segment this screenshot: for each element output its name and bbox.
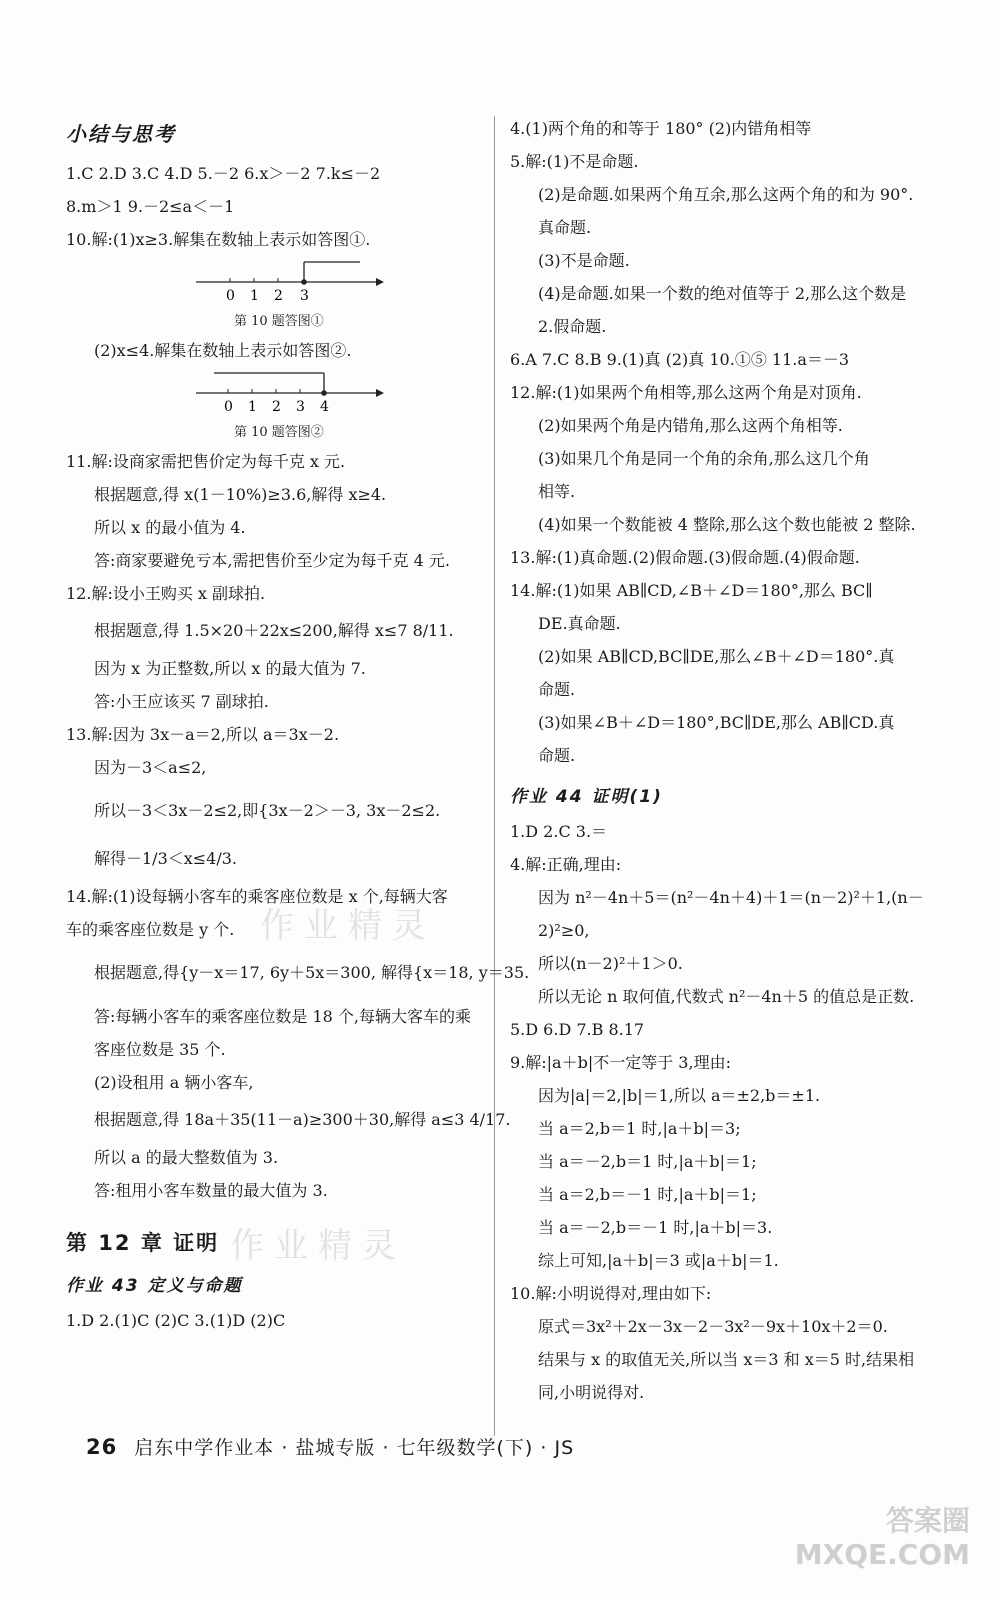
answer-line: 结果与 x 的取值无关,所以当 x＝3 和 x＝5 时,结果相 (538, 1350, 915, 1369)
chapter-title: 第 12 章 证明 (66, 1231, 220, 1255)
answer-line: (2)是命题.如果两个角互余,那么这两个角的和为 90°. (538, 185, 914, 204)
answer-line: 因为 n²－4n＋5＝(n²－4n＋4)＋1＝(n－2)²＋1,(n－ (538, 888, 924, 907)
answer-line: 13.解:(1)真命题.(2)假命题.(3)假命题.(4)假命题. (510, 548, 860, 567)
answer-line: 当 a＝－2,b＝－1 时,|a＋b|＝3. (538, 1218, 773, 1237)
answer-line: 11.解:设商家需把售价定为每千克 x 元. (66, 452, 346, 471)
answer-line: 8.m＞1 9.－2≤a＜－1 (66, 197, 235, 216)
homework-title: 作业 44 证明(1) (510, 787, 663, 807)
answer-line: 5.解:(1)不是命题. (510, 152, 639, 171)
logo-text: 答案圈 (885, 1504, 970, 1537)
answer-line: 同,小明说得对. (538, 1383, 645, 1402)
answer-line: 原式＝3x²＋2x－3x－2－3x²－9x＋10x＋2＝0. (538, 1317, 888, 1336)
answer-line: 10.解:(1)x≥3.解集在数轴上表示如答图①. (66, 230, 371, 249)
tick-label: 1 (248, 399, 257, 415)
answer-line: (2)x≤4.解集在数轴上表示如答图②. (94, 341, 352, 360)
answer-line: 相等. (538, 482, 576, 501)
answer-line: 客座位数是 35 个. (94, 1040, 226, 1059)
answer-line: 当 a＝2,b＝1 时,|a＋b|＝3; (538, 1119, 741, 1138)
answer-line: 1.C 2.D 3.C 4.D 5.－2 6.x＞－2 7.k≤－2 (66, 164, 381, 183)
corner-logo (795, 1504, 970, 1572)
answer-line: 13.解:因为 3x－a＝2,所以 a＝3x－2. (66, 725, 340, 744)
answer-line: 12.解:设小王购买 x 副球拍. (66, 584, 266, 603)
number-line-figure-2 (194, 371, 476, 421)
answer-line: 当 a＝－2,b＝1 时,|a＋b|＝1; (538, 1152, 757, 1171)
answer-line: 因为 x 为正整数,所以 x 的最大值为 7. (94, 659, 366, 678)
tick-label: 2 (274, 288, 283, 304)
answer-line: 综上可知,|a＋b|＝3 或|a＋b|＝1. (538, 1251, 779, 1270)
answer-line: 车的乘客座位数是 y 个. (66, 920, 235, 939)
answer-line: 4.解:正确,理由: (510, 855, 622, 874)
answer-line: 6.A 7.C 8.B 9.(1)真 (2)真 10.①⑤ 11.a＝－3 (510, 350, 850, 369)
watermark: 作业精灵 (230, 1226, 406, 1266)
watermark: 作业精灵 (260, 906, 436, 946)
tick-label: 3 (296, 399, 305, 415)
answer-line: (3)如果∠B＋∠D＝180°,BC∥DE,那么 AB∥CD.真 (538, 713, 895, 732)
answer-line: 真命题. (538, 218, 592, 237)
section-title: 小结与思考 (66, 122, 176, 146)
answer-line: 9.解:|a＋b|不一定等于 3,理由: (510, 1053, 731, 1072)
answer-line: 所以(n－2)²＋1＞0. (538, 954, 683, 973)
answer-line: 根据题意,得{y－x＝17, 6y＋5x＝300, 解得{x＝18, y＝35. (94, 963, 530, 982)
page-footer (86, 1433, 574, 1460)
left-column (66, 112, 530, 1337)
answer-line: 14.解:(1)如果 AB∥CD,∠B＋∠D＝180°,那么 BC∥ (510, 581, 873, 600)
answer-line: 2.假命题. (538, 317, 607, 336)
answer-line: 1.D 2.C 3.＝ (510, 822, 608, 841)
answer-line: (4)如果一个数能被 4 整除,那么这个数也能被 2 整除. (538, 515, 916, 534)
tick-label: 1 (250, 288, 259, 304)
tick-label: 0 (226, 288, 235, 304)
answer-line: 解得－1/3＜x≤4/3. (94, 849, 238, 868)
answer-line: 所以 a 的最大整数值为 3. (94, 1148, 279, 1167)
answer-line: 12.解:(1)如果两个角相等,那么这两个角是对顶角. (510, 383, 862, 402)
answer-line: 答:每辆小客车的乘客座位数是 18 个,每辆大客车的乘 (94, 1007, 472, 1026)
number-line-figure-1 (194, 260, 476, 310)
book-title: 启东中学作业本 · 盐城专版 · 七年级数学(下) · JS (134, 1437, 575, 1459)
answer-line: 当 a＝2,b＝－1 时,|a＋b|＝1; (538, 1185, 757, 1204)
answer-line: (3)如果几个角是同一个角的余角,那么这几个角 (538, 449, 870, 468)
tick-label: 0 (224, 399, 233, 415)
answer-line: 根据题意,得 x(1－10%)≥3.6,解得 x≥4. (94, 485, 387, 504)
column-divider (494, 116, 495, 1436)
answer-line: 命题. (538, 680, 576, 699)
answer-line: 4.(1)两个角的和等于 180° (2)内错角相等 (510, 119, 812, 138)
tick-label: 4 (320, 399, 329, 415)
tick-label: 3 (300, 288, 309, 304)
figure-caption: 第 10 题答图① (234, 314, 324, 329)
answer-line: 5.D 6.D 7.B 8.17 (510, 1020, 645, 1039)
answer-line: (2)如果两个角是内错角,那么这两个角相等. (538, 416, 843, 435)
answer-line: 答:小王应该买 7 副球拍. (94, 692, 269, 711)
answer-line: 答:租用小客车数量的最大值为 3. (94, 1181, 328, 1200)
answer-line: (2)如果 AB∥CD,BC∥DE,那么∠B＋∠D＝180°.真 (538, 647, 895, 666)
right-column (510, 112, 955, 1409)
answer-line: 因为|a|＝2,|b|＝1,所以 a＝±2,b＝±1. (538, 1086, 821, 1105)
answer-line: 所以 x 的最小值为 4. (94, 518, 246, 537)
answer-line: 答:商家要避免亏本,需把售价至少定为每千克 4 元. (94, 551, 450, 570)
answer-line: (2)设租用 a 辆小客车, (94, 1073, 254, 1092)
tick-label: 2 (272, 399, 281, 415)
logo-url: MXQE.COM (794, 1538, 970, 1571)
figure-caption: 第 10 题答图② (234, 425, 324, 440)
page-number: 26 (86, 1435, 118, 1459)
answer-line: 14.解:(1)设每辆小客车的乘客座位数是 x 个,每辆大客 (66, 887, 448, 906)
answer-line: 10.解:小明说得对,理由如下: (510, 1284, 712, 1303)
answer-line: (3)不是命题. (538, 251, 630, 270)
homework-title: 作业 43 定义与命题 (66, 1276, 243, 1296)
answer-line: 所以无论 n 取何值,代数式 n²－4n＋5 的值总是正数. (538, 987, 915, 1006)
answer-line: 根据题意,得 18a＋35(11－a)≥300＋30,解得 a≤3 4/17. (94, 1110, 511, 1129)
answer-line: (4)是命题.如果一个数的绝对值等于 2,那么这个数是 (538, 284, 907, 303)
answer-line: 根据题意,得 1.5×20＋22x≤200,解得 x≤7 8/11. (94, 621, 454, 640)
answer-line: DE.真命题. (538, 614, 621, 633)
answer-line: 因为－3＜a≤2, (94, 758, 207, 777)
answer-line: 1.D 2.(1)C (2)C 3.(1)D (2)C (66, 1311, 286, 1330)
answer-line: 命题. (538, 746, 576, 765)
number-line-2 (194, 371, 384, 417)
answer-line: 所以－3＜3x－2≤2,即{3x－2＞－3, 3x－2≤2. (94, 801, 441, 820)
number-line-1 (194, 260, 384, 306)
answer-line: 2)²≥0, (538, 921, 590, 940)
